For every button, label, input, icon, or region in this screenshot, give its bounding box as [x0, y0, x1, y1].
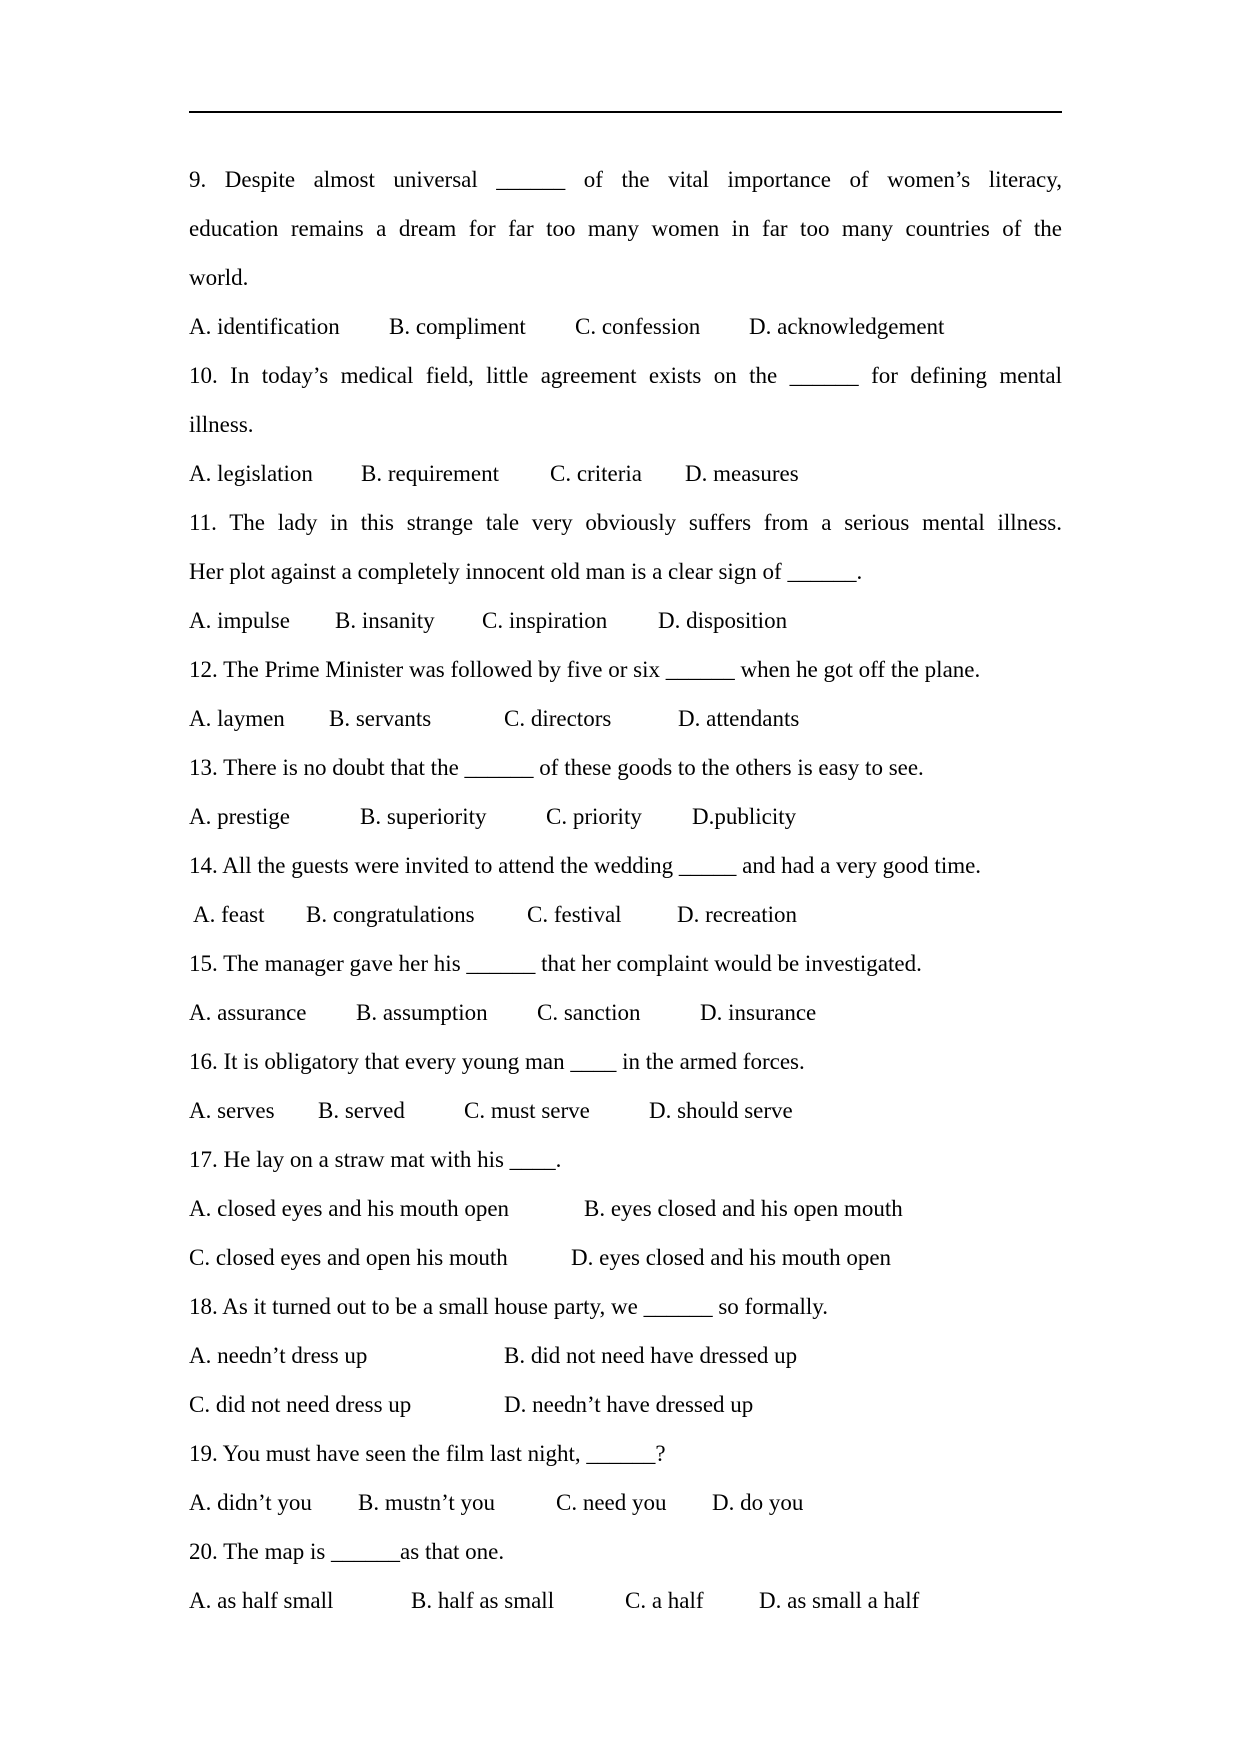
q14-stem-line-1: 14. All the guests were invited to attend the wedding _____ and had a very good time. [189, 853, 982, 878]
q10-option-b: B. requirement [361, 461, 499, 486]
q13-option-c: C. priority [546, 804, 642, 829]
q13-stem-line-1: 13. There is no doubt that the ______ of these goods to the others is easy to see. [189, 755, 924, 780]
q16-option-a: A. serves [189, 1098, 275, 1123]
q18-option-d: D. needn’t have dressed up [504, 1392, 754, 1417]
q17-option-d: D. eyes closed and his mouth open [571, 1245, 892, 1270]
q9-stem-line-2: education remains a dream for far too many women in far too many countries of the [189, 216, 1062, 241]
q15-stem-line-1: 15. The manager gave her his ______ that her complaint would be investigated. [189, 951, 922, 976]
q15-option-a: A. assurance [189, 1000, 307, 1025]
q16-stem-line-1: 16. It is obligatory that every young man ____ in the armed forces. [189, 1049, 805, 1074]
q17-options-row-1 [189, 1184, 1062, 1233]
q10-option-c: C. criteria [550, 461, 642, 486]
q17-option-b: B. eyes closed and his open mouth [584, 1196, 903, 1221]
q18-option-b: B. did not need have dressed up [504, 1343, 798, 1368]
q9-stem-line-1: 9. Despite almost universal ______ of the vital importance of women’s literacy, [189, 167, 1062, 192]
q14-options [189, 890, 1062, 939]
q9-options [189, 302, 1062, 351]
q14-option-d: D. recreation [677, 902, 798, 927]
q15-options [189, 988, 1062, 1037]
q17-option-a: A. closed eyes and his mouth open [189, 1196, 510, 1221]
q9-stem-line-3: world. [189, 265, 249, 290]
q17-options-row-2 [189, 1233, 1062, 1282]
q19-stem-line-1: 19. You must have seen the film last night, ______? [189, 1441, 666, 1466]
q19-option-b: B. mustn’t you [358, 1490, 495, 1515]
q11-option-a: A. impulse [189, 608, 290, 633]
q15-option-d: D. insurance [700, 1000, 817, 1025]
q11-stem-line-2: Her plot against a completely innocent old man is a clear sign of ______. [189, 559, 863, 584]
question-list [189, 155, 1062, 1625]
q13-option-b: B. superiority [360, 804, 487, 829]
q15-option-b: B. assumption [356, 1000, 488, 1025]
q14-option-a: A. feast [193, 902, 265, 927]
q13-options [189, 792, 1062, 841]
q16-option-b: B. served [318, 1098, 405, 1123]
q9-option-a: A. identification [189, 314, 340, 339]
q13-option-a: A. prestige [189, 804, 290, 829]
q10-options [189, 449, 1062, 498]
q16-option-c: C. must serve [464, 1098, 590, 1123]
q11-stem-line-1: 11. The lady in this strange tale very obviously suffers from a serious mental illness. [189, 510, 1062, 535]
q20-option-b: B. half as small [411, 1588, 555, 1613]
q18-options-row-2 [189, 1380, 1062, 1429]
q20-stem-line-1: 20. The map is ______as that one. [189, 1539, 505, 1564]
q11-option-d: D. disposition [658, 608, 788, 633]
q19-option-a: A. didn’t you [189, 1490, 312, 1515]
q20-option-a: A. as half small [189, 1588, 334, 1613]
q16-option-d: D. should serve [649, 1098, 793, 1123]
q18-stem-line-1: 18. As it turned out to be a small house party, we ______ so formally. [189, 1294, 829, 1319]
q19-option-d: D. do you [712, 1490, 804, 1515]
q17-stem-line-1: 17. He lay on a straw mat with his ____. [189, 1147, 562, 1172]
q16-options [189, 1086, 1062, 1135]
q12-option-d: D. attendants [678, 706, 800, 731]
q10-stem-line-1: 10. In today’s medical field, little agreement exists on the ______ for defining mental [189, 363, 1062, 388]
q20-option-d: D. as small a half [759, 1588, 920, 1613]
q10-option-d: D. measures [685, 461, 799, 486]
q17-option-c: C. closed eyes and open his mouth [189, 1245, 508, 1270]
q12-option-b: B. servants [329, 706, 432, 731]
q11-option-c: C. inspiration [482, 608, 608, 633]
q18-options-row-1 [189, 1331, 1062, 1380]
q10-stem-line-2: illness. [189, 412, 254, 437]
q20-options [189, 1576, 1062, 1625]
q12-option-a: A. laymen [189, 706, 285, 731]
q20-option-c: C. a half [625, 1588, 704, 1613]
q13-option-d: D.publicity [692, 804, 797, 829]
q19-options [189, 1478, 1062, 1527]
q11-options [189, 596, 1062, 645]
q12-option-c: C. directors [504, 706, 612, 731]
q10-option-a: A. legislation [189, 461, 313, 486]
q11-option-b: B. insanity [335, 608, 435, 633]
q14-option-b: B. congratulations [306, 902, 475, 927]
q18-option-a: A. needn’t dress up [189, 1343, 368, 1368]
q9-option-d: D. acknowledgement [749, 314, 945, 339]
q19-option-c: C. need you [556, 1490, 667, 1515]
q9-option-b: B. compliment [389, 314, 526, 339]
header-rule [189, 111, 1062, 113]
q14-option-c: C. festival [527, 902, 622, 927]
q12-options [189, 694, 1062, 743]
q9-option-c: C. confession [575, 314, 701, 339]
q15-option-c: C. sanction [537, 1000, 641, 1025]
q18-option-c: C. did not need dress up [189, 1392, 412, 1417]
q12-stem-line-1: 12. The Prime Minister was followed by five or six ______ when he got off the plane. [189, 657, 981, 682]
